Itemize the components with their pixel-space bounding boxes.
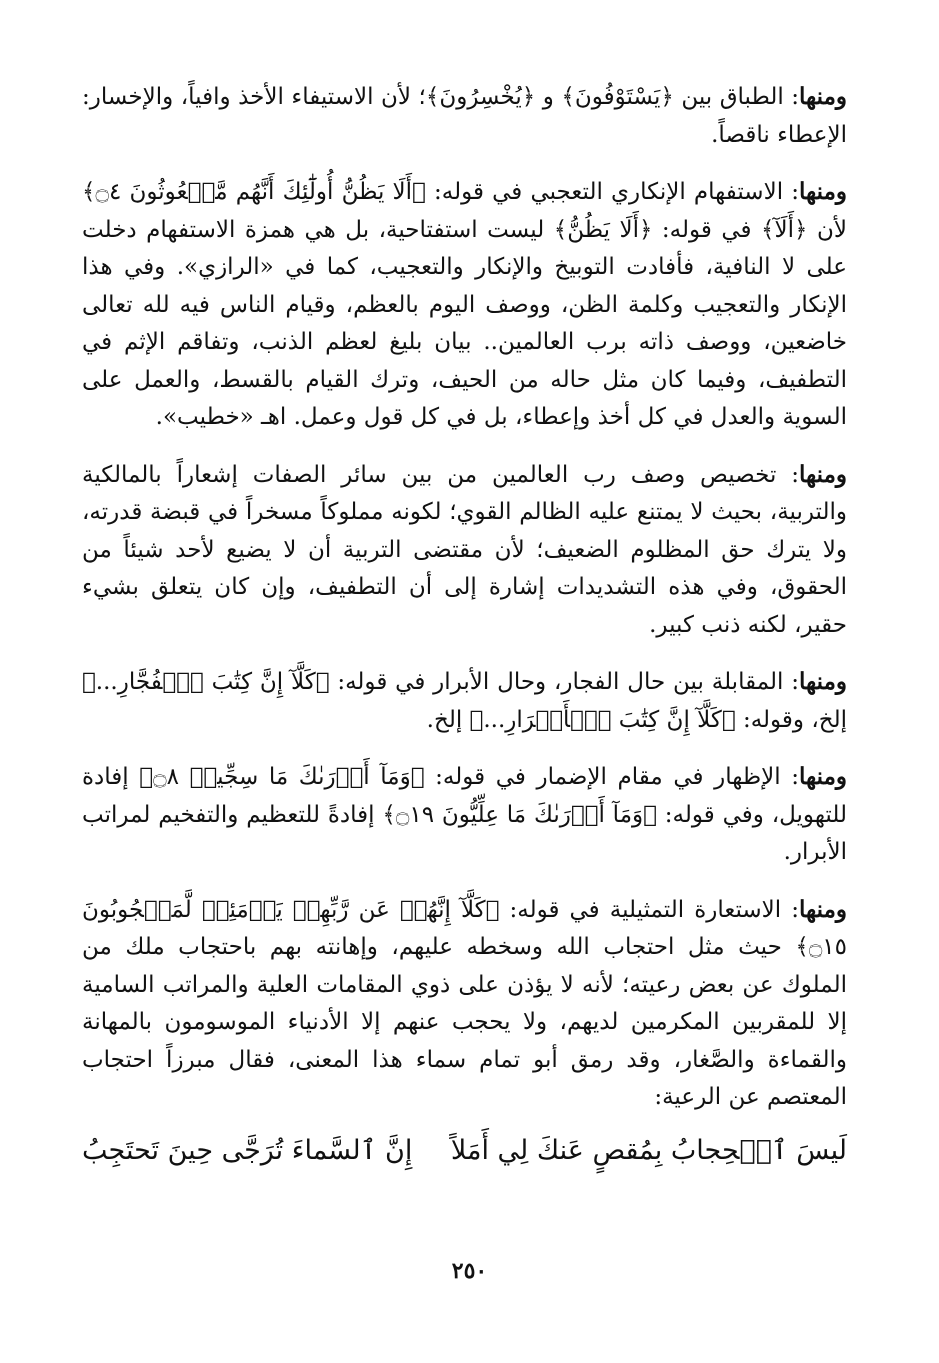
paragraph-lead: ومنها (799, 83, 847, 110)
paragraph-body: : الاستفهام الإنكاري التعجبي في قوله: ﴿أَلَا يَظُنُّ أُولَٰٓئِكَ أَنَّهُم مَّبۡعُوثُونَ ۝٤﴾ لأن ﴿أَلَآ﴾ في قوله: ﴿أَلَا يَظُنُّ﴾ ليست استفتاحية، بل هي همزة الاستفهام دخلت على لا النافية، فأفادت التوبيخ والإنكار والتعجيب، كما في «الرازي». وفي هذا الإنكار والتعجيب وكلمة الظن، ووصف اليوم بالعظم، وقيام الناس فيه لله تعالى خاضعين، ووصف ذاته برب العالمين.. بيان بليغ لعظم الذنب، وتفاقم الإثم في التطفيف، وفيما كان مثل حاله من الحيف، وترك القيام بالقسط، والعمل على السوية والعدل في كل أخذ وإعطاء، بل في كل قول وعمل. اهـ «خطيب». (82, 179, 847, 430)
paragraph-istifham (82, 173, 847, 437)
verse-first-hemistich: لَيسَ ٱلۡحِجابُ بِمُقصٍ عَنكَ لِي أَمَلاً (450, 1134, 847, 1166)
paragraph-body: : المقابلة بين حال الفجار، وحال الأبرار في قوله: ﴿كَلَّآ إِنَّ كِتَٰبَ ٱلۡفُجَّارِ...﴾ إلخ، وقوله: ﴿كَلَّآ إِنَّ كِتَٰبَ ٱلۡأَبۡرَارِ...﴾ إلخ. (82, 669, 847, 733)
page-number: ٢٥٠ (451, 1258, 488, 1284)
paragraph-tibaq (82, 78, 847, 154)
paragraph-lead: ومنها (799, 895, 847, 923)
paragraph-body: : تخصيص وصف رب العالمين من بين سائر الصفات إشعاراً بالمالكية والتربية، بحيث لا يمتنع عليه الظالم القوي؛ لكونه مملوكاً مسخراً في قبضة قدرته، ولا يترك حق المظلوم الضعيف؛ لأن مقتضى التربية أن لا يضيع لأحد شيئاً من الحقوق، وفي هذه التشديدات إشارة إلى أن التطفيف، وإن كان يتعلق بشيء حقير، لكنه ذنب كبير. (82, 461, 847, 638)
paragraph-body: : الإظهار في مقام الإضمار في قوله: ﴿وَمَآ أَدۡرَىٰكَ مَا سِجِّينٞ ۝٨﴾ إفادة للتهويل، وفي قوله: ﴿وَمَآ أَدۡرَىٰكَ مَا عِلِّيُّونَ ۝١٩﴾ إفادةً للتعظيم والتفخيم لمراتب الأبرار. (82, 764, 847, 865)
paragraph-body: : الاستعارة التمثيلية في قوله: ﴿كَلَّآ إِنَّهُمۡ عَن رَّبِّهِمۡ يَوۡمَئِذٖ لَّمَحۡجُوبُونَ ۝١٥﴾ حيث مثل احتجاب الله وسخطه عليهم، وإهانته بهم باحتجاب ملك من الملوك عن بعض رعيته؛ لأنه لا يؤذن على ذوي المقامات العلية والمراتب السامية إلا للمقربين المكرمين لديهم، ولا يحجب عنهم إلا الأدنياء الموسومون بالمهانة والقماءة والصَّغار، وقد رمق أبو تمام سماء هذا المعنى، فقال مبرزاً احتجاب المعتصم عن الرعية: (82, 896, 847, 1110)
paragraph-lead: ومنها (799, 668, 847, 695)
paragraph-lead: ومنها (799, 763, 847, 790)
poetry-verse (82, 1129, 847, 1173)
paragraph-muqabala (82, 663, 847, 739)
paragraph-istiara (82, 891, 847, 1117)
paragraph-izhar (82, 758, 847, 872)
paragraph-body: : الطباق بين ﴿يَسْتَوْفُونَ﴾ و ﴿يُخْسِرُونَ﴾؛ لأن الاستيفاء الأخذ وافياً، والإخسار: الإعطاء ناقصاً. (82, 84, 847, 148)
paragraph-lead: ومنها (799, 178, 847, 205)
paragraph-lead: ومنها (799, 460, 847, 488)
paragraph-takhsis (82, 456, 847, 645)
verse-second-hemistich: إِنَّ ٱلسَّماءَ تُرَجَّى حِينَ تَحتَجِبُ (82, 1134, 413, 1166)
